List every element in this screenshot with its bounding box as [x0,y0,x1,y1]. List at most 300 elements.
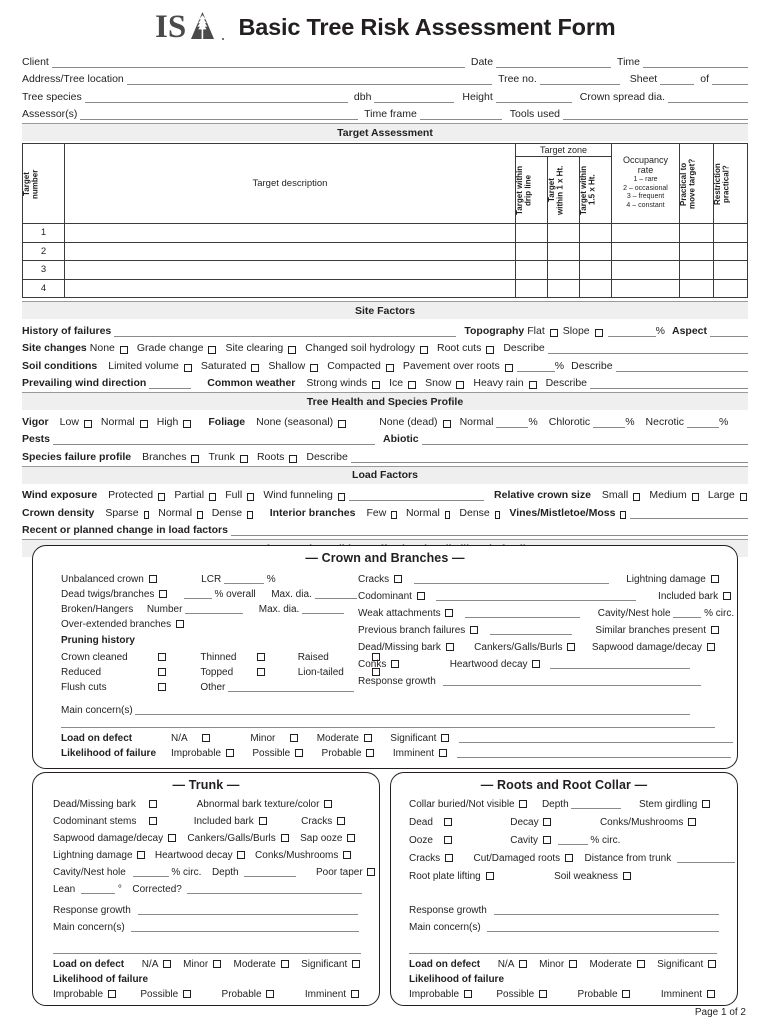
target-assessment-table [22,143,748,298]
previous-branch-failures-checkbox[interactable] [470,626,478,634]
trunk-cavity-pct: % circ. [171,867,202,878]
pavement-percent-input[interactable] [517,361,555,372]
crown-dead-missing-bark-label: Dead/Missing bark [358,642,441,653]
crown-significant-checkbox[interactable] [441,734,449,742]
roots-dead-checkbox[interactable] [444,818,452,826]
crown-na-label: N/A [171,733,188,744]
medium-checkbox[interactable] [692,493,699,501]
crown-load-on-defect-label: Load on defect [61,733,133,744]
crown-normal-checkbox[interactable] [197,511,203,519]
crown-cavity-input[interactable] [673,608,701,618]
pavement-over-roots-checkbox[interactable] [505,364,513,372]
topography-label: Topography [464,324,525,337]
tree-no-label: Tree no. [498,73,537,85]
over-extended-checkbox[interactable] [176,620,184,628]
assessors-input[interactable] [80,109,358,120]
cell-restriction[interactable] [714,261,748,280]
crown-load-input[interactable] [459,733,733,743]
necrotic-label: Necrotic [645,415,685,428]
dead-twigs-max-dia-label: Max. dia. [271,589,312,600]
roots-possible-checkbox[interactable] [539,990,547,998]
dbh-label: dbh [353,90,372,103]
top-fields [22,50,748,120]
collar-buried-checkbox[interactable] [519,800,527,808]
protected-checkbox[interactable] [158,493,165,501]
trunk-na-checkbox[interactable] [163,960,171,968]
branches-label: Branches [142,450,187,463]
none-seasonal-checkbox[interactable] [338,420,346,428]
cell-description[interactable] [65,242,516,261]
crown-likelihood-input[interactable] [457,748,731,758]
shallow-label: Shallow [268,359,306,372]
trunk-sapwood-checkbox[interactable] [168,834,176,842]
trunk-dead-missing-bark-label: Dead/Missing bark [53,799,136,810]
branches-checkbox[interactable] [191,455,199,463]
roots-depth-input[interactable] [571,799,621,809]
cell-description[interactable] [65,279,516,298]
roots-response-growth-input[interactable] [494,905,719,915]
vines-checkbox[interactable] [620,511,626,519]
trunk-dead-bark-row [53,799,333,810]
trunk-conks-label: Conks/Mushrooms [255,850,339,861]
necrotic-input[interactable] [687,417,719,428]
th-within-15x-ht [579,157,611,224]
site-clearing-checkbox[interactable] [288,346,296,354]
broken-hangers-max-dia-input[interactable] [302,604,344,614]
snow-checkbox[interactable] [456,381,464,389]
partial-checkbox[interactable] [209,493,216,501]
roots-depth-label: Depth [541,799,569,810]
small-checkbox[interactable] [633,493,640,501]
previous-branch-failures-label: Previous branch failures [358,625,466,636]
limited-volume-checkbox[interactable] [184,364,192,372]
sparse-checkbox[interactable] [144,511,150,519]
roots-decay-checkbox[interactable] [543,818,551,826]
lean-input[interactable] [81,884,115,894]
vigor-normal-label: Normal [100,415,135,428]
corrected-label: Corrected? [132,884,182,895]
vigor-high-checkbox[interactable] [183,420,191,428]
cell-occupancy[interactable] [612,261,680,280]
roots-collar-row [409,799,711,810]
large-checkbox[interactable] [740,493,747,501]
few-checkbox[interactable] [391,511,397,519]
crown-heartwood-input[interactable] [550,659,690,669]
cut-damaged-roots-label: Cut/Damaged roots [473,853,561,864]
ice-label: Ice [389,377,404,389]
aspect-input[interactable] [710,326,748,337]
grade-change-checkbox[interactable] [208,346,216,354]
large-label: Large [707,489,735,501]
cracks-label: Cracks [358,574,390,585]
th-target-number [23,144,65,224]
strong-winds-checkbox[interactable] [372,381,380,389]
trunk-main-concerns-row [53,922,359,933]
trunk-main-concerns-label: Main concern(s) [53,922,125,933]
date-input[interactable] [496,57,611,68]
thinned-label: Thinned [200,652,237,663]
conks-checkbox[interactable] [391,660,399,668]
site-changes-describe-label: Describe [503,342,545,354]
lcr-percent: % [266,574,276,585]
row-pests-abiotic [22,428,748,446]
trunk-included-bark-checkbox[interactable] [259,817,267,825]
trunk-imminent-checkbox[interactable] [351,990,359,998]
cracks-input[interactable] [414,574,609,584]
crown-unbalanced-row [61,574,276,585]
crown-cankers-label: Cankers/Galls/Burls [474,642,563,653]
crown-main-concerns-label: Main concern(s) [61,705,133,716]
cracks-checkbox[interactable] [394,575,402,583]
wind-funneling-label: Wind funneling [263,489,333,501]
crown-na-checkbox[interactable] [202,734,210,742]
crown-response-growth-input[interactable] [443,676,701,686]
recent-change-input[interactable] [231,525,748,536]
roots-checkbox[interactable] [289,455,297,463]
roots-cavity-pct: % circ. [590,835,621,846]
trunk-depth-input[interactable] [244,867,296,877]
th-target-number-text: Target number [22,168,40,199]
dead-twigs-max-dia-input[interactable] [315,589,357,599]
thinned-checkbox[interactable] [257,653,265,661]
changed-soil-hydrology-checkbox[interactable] [420,346,428,354]
client-label: Client [22,55,49,68]
tools-used-input[interactable] [563,109,748,120]
flat-checkbox[interactable] [550,329,558,337]
roots-na-checkbox[interactable] [519,960,527,968]
roots-imminent-checkbox[interactable] [707,990,715,998]
height-input[interactable] [496,92,572,103]
trunk-dead-missing-bark-checkbox[interactable] [149,800,157,808]
trunk-response-growth-input[interactable] [138,905,358,915]
cell-practical[interactable] [680,261,714,280]
crown-possible-label: Possible [252,748,291,759]
corrected-input[interactable] [187,884,362,894]
vines-input[interactable] [630,508,748,519]
crown-weak-attachments-row [358,608,734,619]
tree-species-input[interactable] [85,92,348,103]
cell-description[interactable] [65,224,516,243]
wind-funneling-checkbox[interactable] [338,493,345,501]
cell-occupancy[interactable] [612,224,680,243]
full-checkbox[interactable] [247,493,254,501]
saturated-checkbox[interactable] [251,364,259,372]
chlorotic-input[interactable] [593,417,625,428]
ice-checkbox[interactable] [408,381,416,389]
table-row[interactable] [23,242,748,261]
crown-response-growth-label: Response growth [358,676,436,687]
lightning-damage-checkbox[interactable] [711,575,719,583]
broken-hangers-number-input[interactable] [185,604,243,614]
table-row[interactable] [23,261,748,280]
cell-occupancy[interactable] [612,242,680,261]
cell-practical[interactable] [680,279,714,298]
cell-drip[interactable] [515,224,547,243]
interior-normal-label: Normal [405,506,440,519]
weak-attachments-label: Weak attachments [358,608,441,619]
trunk-lightning-label: Lightning damage [53,850,133,861]
roots-significant-checkbox[interactable] [708,960,716,968]
row-number: 2 [23,242,65,261]
reduced-checkbox[interactable] [158,668,166,676]
roots-cracks-label: Cracks [409,853,441,864]
trunk-sapwood-row [53,833,356,844]
roots-probable-label: Probable [577,989,618,1000]
soil-weakness-checkbox[interactable] [623,872,631,880]
cell-15x[interactable] [579,224,611,243]
root-plate-lifting-checkbox[interactable] [486,872,494,880]
roots-load-on-defect-label: Load on defect [409,959,481,970]
roots-main-concerns-input[interactable] [487,922,719,932]
tree-no-input[interactable] [540,74,620,85]
roots-divider [409,953,717,954]
roots-significant-label: Significant [657,959,704,970]
compacted-checkbox[interactable] [386,364,394,372]
roots-conks-checkbox[interactable] [688,818,696,826]
trunk-improbable-label: Improbable [53,989,104,1000]
th-within-1x-ht-text: Target within 1 x Ht. [546,165,565,215]
th-target-zone: Target zone [515,144,611,157]
cell-restriction[interactable] [714,224,748,243]
cell-practical[interactable] [680,242,714,261]
abnormal-bark-label: Abnormal bark texture/color [196,799,320,810]
root-cuts-label: Root cuts [436,342,482,354]
cell-restriction[interactable] [714,279,748,298]
codominant-stems-checkbox[interactable] [149,817,157,825]
roots-minor-label: Minor [539,959,565,970]
trunk-probable-checkbox[interactable] [266,990,274,998]
lightning-damage-label: Lightning damage [626,574,706,585]
trunk-likelihood-label: Likelihood of failure [53,974,149,985]
reduced-label: Reduced [61,667,102,678]
crown-dead-missing-bark-checkbox[interactable] [446,643,454,651]
cell-drip[interactable] [515,279,547,298]
trunk-likelihood-options [53,989,360,1000]
similar-branches-checkbox[interactable] [711,626,719,634]
soil-percent-label: % [554,359,565,372]
weak-attachments-input[interactable] [465,608,580,618]
limited-volume-label: Limited volume [108,359,179,372]
cell-1x[interactable] [547,279,579,298]
roots-moderate-checkbox[interactable] [637,960,645,968]
topped-checkbox[interactable] [257,668,265,676]
trunk-codominant-row [53,816,346,827]
time-frame-input[interactable] [420,109,502,120]
isa-logo-icon [155,8,227,47]
cut-damaged-roots-checkbox[interactable] [565,854,573,862]
trunk-cankers-label: Cankers/Galls/Burls [187,833,276,844]
slope-percent-input[interactable] [608,326,656,337]
included-bark-label: Included bark [658,591,719,602]
svg-text:IS: IS [154,8,186,44]
th-within-drip-line-text: Target within drip line [514,165,533,215]
roots-probable-checkbox[interactable] [622,990,630,998]
roots-cavity-checkbox[interactable] [543,836,551,844]
trunk-significant-checkbox[interactable] [352,960,360,968]
th-within-drip-line [515,157,547,224]
none-seasonal-label: None (seasonal) [256,415,334,428]
crown-sapwood-label: Sapwood damage/decay [591,642,702,653]
trunk-heartwood-checkbox[interactable] [237,851,245,859]
cell-15x[interactable] [579,261,611,280]
row-number: 3 [23,261,65,280]
cell-restriction[interactable] [714,242,748,261]
dead-twigs-pct-input[interactable] [184,589,212,599]
sap-ooze-checkbox[interactable] [347,834,355,842]
crown-imminent-checkbox[interactable] [439,749,447,757]
roots-and-root-collar-box [390,772,738,1006]
included-bark-checkbox[interactable] [723,592,731,600]
trunk-moderate-checkbox[interactable] [281,960,289,968]
common-weather-label: Common weather [207,377,296,389]
sheet-input[interactable] [660,74,694,85]
distance-from-trunk-input[interactable] [677,853,735,863]
table-row[interactable] [23,279,748,298]
cell-1x[interactable] [547,224,579,243]
trunk-cankers-checkbox[interactable] [281,834,289,842]
interior-dense-label: Dense [459,506,490,519]
weather-describe-input[interactable] [590,378,748,389]
none-dead-checkbox[interactable] [443,420,451,428]
time-input[interactable] [643,57,748,68]
codominant-checkbox[interactable] [417,592,425,600]
trunk-cavity-input[interactable] [133,867,169,877]
roots-minor-checkbox[interactable] [569,960,577,968]
heavy-rain-checkbox[interactable] [529,381,537,389]
none-checkbox[interactable] [120,346,128,354]
roots-possible-label: Possible [496,989,535,1000]
slope-checkbox[interactable] [595,329,603,337]
roots-dead-label: Dead [409,817,433,828]
roots-cracks-checkbox[interactable] [445,854,453,862]
vigor-low-label: Low [59,415,79,428]
site-changes-describe-input[interactable] [548,343,748,354]
crown-improbable-checkbox[interactable] [226,749,234,757]
cell-15x[interactable] [579,279,611,298]
unbalanced-crown-label: Unbalanced crown [61,574,144,585]
cell-15x[interactable] [579,242,611,261]
pests-input[interactable] [53,434,375,445]
crown-cavity-label: Cavity/Nest hole [597,608,671,619]
cell-description[interactable] [65,261,516,280]
flush-cuts-checkbox[interactable] [158,683,166,691]
crown-spread-input[interactable] [668,92,748,103]
th-within-1x-ht [547,157,579,224]
conks-label: Conks [358,659,387,670]
roots-improbable-checkbox[interactable] [464,990,472,998]
crown-sapwood-checkbox[interactable] [707,643,715,651]
crown-minor-checkbox[interactable] [290,734,298,742]
crown-heartwood-checkbox[interactable] [532,660,540,668]
table-row[interactable] [23,224,748,243]
crown-possible-checkbox[interactable] [295,749,303,757]
sheet-total-input[interactable] [712,74,748,85]
client-input[interactable] [52,57,465,68]
cell-drip[interactable] [515,261,547,280]
lcr-input[interactable] [224,574,264,584]
weak-attachments-checkbox[interactable] [445,609,453,617]
trunk-conks-checkbox[interactable] [343,851,351,859]
section-band-load-factors: Load Factors [22,466,748,484]
cell-occupancy[interactable] [612,279,680,298]
crown-main-concerns-row [61,705,690,716]
root-cuts-checkbox[interactable] [486,346,494,354]
stem-girdling-checkbox[interactable] [702,800,710,808]
interior-normal-checkbox[interactable] [445,511,451,519]
crown-dense-checkbox[interactable] [247,511,253,519]
crown-main-concerns-input[interactable] [135,705,690,715]
slope-label: Slope [562,324,590,337]
prevailing-wind-input[interactable] [149,378,191,389]
cell-practical[interactable] [680,224,714,243]
vigor-normal-checkbox[interactable] [140,420,148,428]
row-number: 1 [23,224,65,243]
trunk-lean-row [53,884,362,895]
trunk-improbable-checkbox[interactable] [108,990,116,998]
broken-hangers-max-dia-label: Max. dia. [258,604,300,615]
grade-change-label: Grade change [136,342,204,354]
crown-conks-row [358,659,690,670]
codominant-input[interactable] [436,591,636,601]
section-band-tree-health: Tree Health and Species Profile [22,392,748,410]
roots-cavity-input[interactable] [558,835,588,845]
ooze-checkbox[interactable] [444,836,452,844]
dead-twigs-checkbox[interactable] [159,590,167,598]
trunk-minor-checkbox[interactable] [213,960,221,968]
trunk-load-row [53,959,361,970]
trunk-checkbox[interactable] [240,455,248,463]
trunk-possible-checkbox[interactable] [183,990,191,998]
crown-other-input[interactable] [228,682,354,692]
address-input[interactable] [127,74,492,85]
soil-describe-input[interactable] [616,361,748,372]
of-label: of [700,73,709,85]
interior-dense-checkbox[interactable] [495,511,501,519]
crown-cleaned-checkbox[interactable] [158,653,166,661]
dead-twigs-pct-label: % overall [214,589,256,600]
shallow-checkbox[interactable] [310,364,318,372]
abiotic-input[interactable] [422,434,748,445]
unbalanced-crown-checkbox[interactable] [149,575,157,583]
previous-branch-failures-input[interactable] [490,625,572,635]
abnormal-bark-checkbox[interactable] [324,800,332,808]
protected-label: Protected [108,489,154,501]
crown-cankers-checkbox[interactable] [567,643,575,651]
history-of-failures-input[interactable] [114,326,456,337]
vigor-low-checkbox[interactable] [84,420,92,428]
trunk-main-concerns-input[interactable] [131,922,359,932]
cell-drip[interactable] [515,242,547,261]
interior-branches-label: Interior branches [269,506,356,519]
foliage-normal-input[interactable] [496,417,528,428]
crown-cavity-pct: % circ. [704,608,735,619]
cell-1x[interactable] [547,261,579,280]
roots-label: Roots [256,450,285,463]
species-describe-input[interactable] [351,452,748,463]
trunk-lightning-checkbox[interactable] [137,851,145,859]
trunk-cracks-checkbox[interactable] [337,817,345,825]
crown-moderate-checkbox[interactable] [364,734,372,742]
wind-funneling-input[interactable] [349,490,484,501]
cell-1x[interactable] [547,242,579,261]
crown-likelihood-label: Likelihood of failure [61,748,157,759]
compacted-label: Compacted [327,359,381,372]
dbh-input[interactable] [374,92,454,103]
poor-taper-checkbox[interactable] [367,868,375,876]
field-row-client [22,50,748,68]
crown-probable-checkbox[interactable] [366,749,374,757]
occupancy-legend: 1 – rare 2 – occasional 3 – frequent 4 – constant [623,175,668,210]
